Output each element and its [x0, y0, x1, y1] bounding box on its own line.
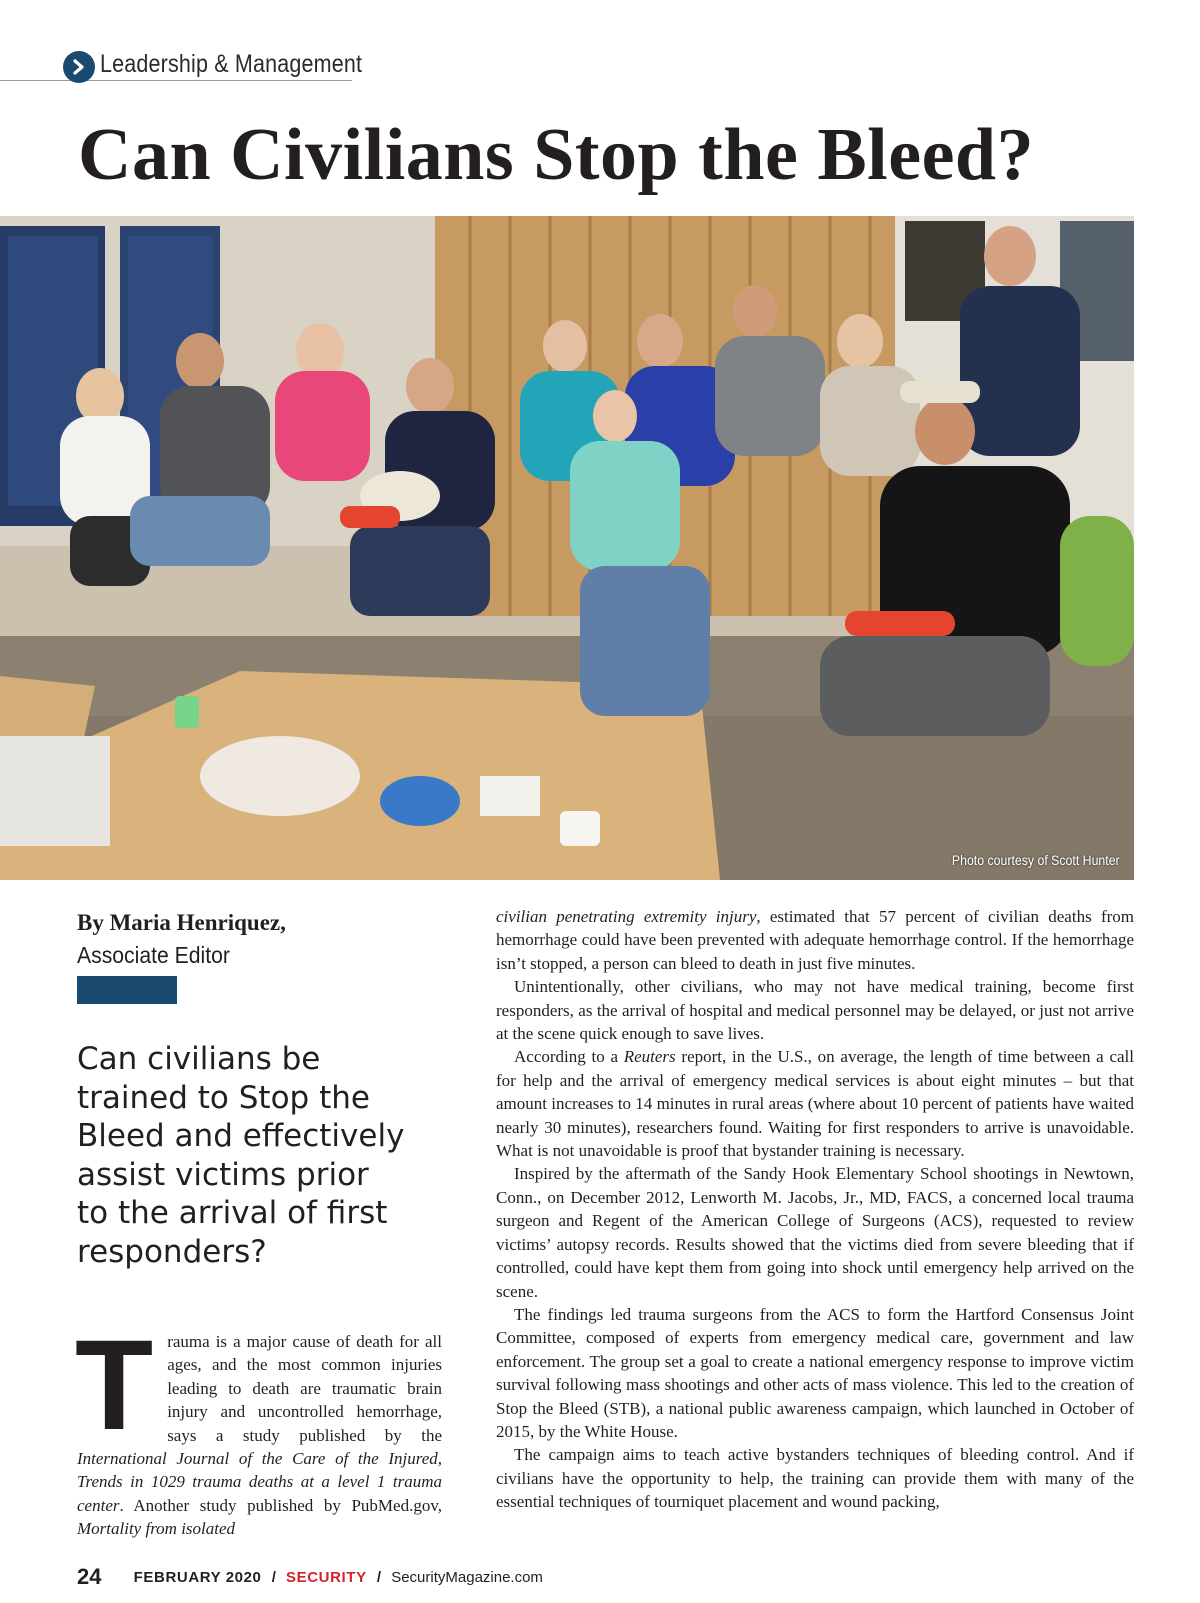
- paragraph: The campaign aims to teach active bystanders techniques of bleeding control. And if civilians have the opportunity to help, the training can provide them with many of the essential techniques of tourniquet placement and wound packing,: [496, 1445, 1134, 1512]
- paragraph: Trauma is a major cause of death for all ages, and the most common injuries leading to death are traumatic brain injury and uncontrolled hemorrhage, says a study published by the International Journal of the Care of the Injured, Trends in 1029 trauma deaths at a level 1 trauma center. Another study published by PubMed.gov, Mortality from isolated: [75, 1314, 442, 1539]
- photo-credit: Photo courtesy of Scott Hunter: [952, 852, 1120, 868]
- byline-role: Associate Editor: [77, 942, 230, 968]
- paragraph: Unintentionally, other civilians, who may not have medical training, become first responders, as the arrival of hospital and medical personnel may be delayed, or just not arrive at the scene quick enough to save lives.: [496, 977, 1134, 1044]
- deck-line: trained to Stop the: [77, 1079, 370, 1116]
- deck-line: to the arrival of first: [77, 1195, 388, 1231]
- section-rule: [0, 80, 352, 81]
- article-photo: [0, 216, 1134, 880]
- page-number: 24: [77, 1564, 102, 1589]
- magazine-website: SecurityMagazine.com: [391, 1569, 543, 1586]
- drop-cap: T: [75, 1314, 154, 1457]
- paragraph: According to a Reuters report, in the U.S., on average, the length of time between a call for help and the arrival of emergency medical services is about eight minutes – but that amount increases to 14 minutes in rural areas (where about 10 percent of patients have waited nearly 30 minutes), researchers found. Waiting for first responders to arrive is unavoidable. What is not unavoidable is proof that bystander training is necessary.: [496, 1047, 1134, 1161]
- section-label: Leadership & Management: [100, 50, 363, 78]
- deck-line: assist victims prior: [77, 1156, 369, 1193]
- body-column-left: [75, 1314, 442, 1603]
- paragraph: civilian penetrating extremity injury, estimated that 57 percent of civilian deaths from hemorrhage could have been prevented with adequate hemorrhage control. If the hemorrhage isn’t stopped, a person can bleed to death in just five minutes.: [496, 907, 1134, 973]
- section-badge: [63, 51, 95, 83]
- deck-line: Can civilians be: [77, 1041, 321, 1077]
- chevron-right-icon: [72, 59, 86, 75]
- deck-line: Bleed and effectively: [77, 1118, 405, 1154]
- paragraph: Inspired by the aftermath of the Sandy Hook Elementary School shootings in Newtown, Conn., on December 2012, Lenworth M. Jacobs, Jr., MD, FACS, a concerned local trauma surgeon and Regent of the American College of Surgeons (ACS), requested to review victims’ autopsy records. Results showed that the victims died from severe bleeding that if controlled, could have kept them from going into shock until emergency help arrived on the scene.: [496, 1164, 1134, 1301]
- footer-separator: /: [376, 1569, 382, 1586]
- footer-separator: /: [271, 1569, 276, 1586]
- paragraph: The findings led trauma surgeons from the ACS to form the Hartford Consensus Joint Committee, composed of experts from emergency medical care, government and law enforcement. The group set a goal to create a national emergency response to improve victim survival following mass shootings and other acts of mass violence. This led to the creation of Stop the Bleed (STB), a national public awareness campaign, which launched in October of 2015, by the White House.: [496, 1304, 1134, 1441]
- byline-rule: [77, 976, 177, 1004]
- article-deck: [77, 1040, 437, 1271]
- byline-author: By Maria Henriquez,: [77, 910, 286, 935]
- deck-line: responders?: [77, 1233, 267, 1270]
- page-footer: [77, 1564, 543, 1590]
- magazine-brand: SECURITY: [286, 1569, 367, 1586]
- issue-date: FEBRUARY 2020: [133, 1569, 262, 1586]
- body-column-right: [496, 905, 1134, 1514]
- page-title: Can Civilians Stop the Bleed?: [78, 114, 1035, 196]
